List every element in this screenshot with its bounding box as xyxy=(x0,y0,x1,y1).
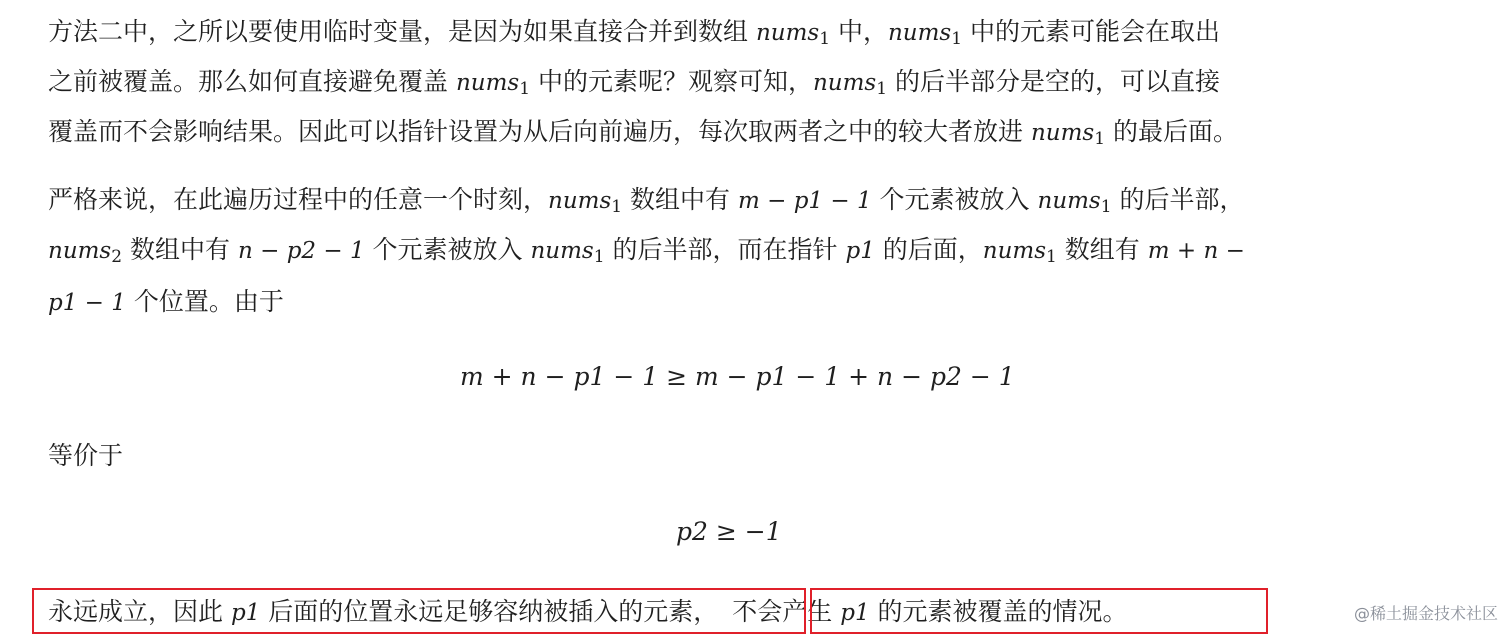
paragraph-1-line-2 xyxy=(48,64,1220,107)
text-run: 后面的位置永远足够容纳被插入的元素， xyxy=(260,597,719,626)
text-run: 数组中有 xyxy=(122,235,238,264)
math-var: p1 xyxy=(230,600,261,626)
math-var: nums$_1$ xyxy=(1037,188,1112,217)
math-var: p1 xyxy=(845,238,875,264)
math-var: nums$_1$ xyxy=(982,238,1057,267)
text-run: 的后半部，而在指针 xyxy=(604,235,846,264)
text-run: 的后半部分是空的，可以直接 xyxy=(887,67,1221,96)
math-var: nums$_1$ xyxy=(812,70,888,99)
text-run: 严格来说，在此遍历过程中的任意一个时刻， xyxy=(48,185,549,214)
text-run: 个元素被放入 xyxy=(871,185,1038,214)
math-expression: m + n − xyxy=(1147,238,1245,264)
text-run: 中， xyxy=(830,17,888,46)
paragraph-1-line-3 xyxy=(48,114,1238,157)
text-run: 个位置。由于 xyxy=(125,287,284,316)
paragraph-2-line-1 xyxy=(48,182,1245,225)
text-run: 永远成立，因此 xyxy=(48,597,231,626)
text-run: 中的元素呢？观察可知， xyxy=(530,67,813,96)
math-var: nums$_1$ xyxy=(530,238,605,267)
equation-text: p2 ≥ −1 xyxy=(676,517,782,546)
paragraph-1-line-1 xyxy=(48,14,1220,57)
math-expression: p1 − 1 xyxy=(48,290,126,316)
text-run: 不会产生 xyxy=(732,597,841,626)
highlight-box-2 xyxy=(810,588,1268,634)
math-var: nums$_1$ xyxy=(887,20,963,49)
text-run: 等价于 xyxy=(48,441,124,470)
display-equation-2 xyxy=(676,517,782,546)
display-equation-1 xyxy=(460,362,1015,391)
text-run: 方法二中，之所以要使用临时变量，是因为如果直接合并到数组 xyxy=(48,17,756,46)
equation-text: m + n − p1 − 1 ≥ m − p1 − 1 + n − p2 − 1 xyxy=(460,362,1015,391)
text-run: 的后半部， xyxy=(1111,185,1245,214)
text-run: 的最后面。 xyxy=(1105,117,1238,146)
text-run: 的后面， xyxy=(874,235,983,264)
text-run: 之前被覆盖。那么如何直接避免覆盖 xyxy=(48,67,456,96)
math-var: nums$_1$ xyxy=(1030,120,1106,149)
math-var: nums$_1$ xyxy=(755,20,831,49)
math-expression: n − p2 − 1 xyxy=(237,238,365,264)
highlight-box-1 xyxy=(32,588,806,634)
math-expression: m − p1 − 1 xyxy=(738,188,872,214)
math-var: nums$_1$ xyxy=(455,70,531,99)
math-var: p1 xyxy=(840,600,870,626)
math-var: nums$_1$ xyxy=(548,188,623,217)
watermark-text: @稀土掘金技术社区 xyxy=(1353,604,1498,623)
text-run: 个元素被放入 xyxy=(364,235,531,264)
text-run: 的元素被覆盖的情况。 xyxy=(869,597,1128,626)
text-run: 覆盖而不会影响结果。因此可以指针设置为从后向前遍历，每次取两者之中的较大者放进 xyxy=(48,117,1031,146)
equivalent-label xyxy=(48,438,123,474)
text-run: 数组有 xyxy=(1056,235,1148,264)
text-run: 中的元素可能会在取出 xyxy=(962,17,1221,46)
paragraph-2-line-3 xyxy=(48,284,284,321)
text-run: 数组中有 xyxy=(622,185,738,214)
math-var: nums$_2$ xyxy=(48,238,123,267)
paragraph-2-line-2 xyxy=(48,232,1245,275)
